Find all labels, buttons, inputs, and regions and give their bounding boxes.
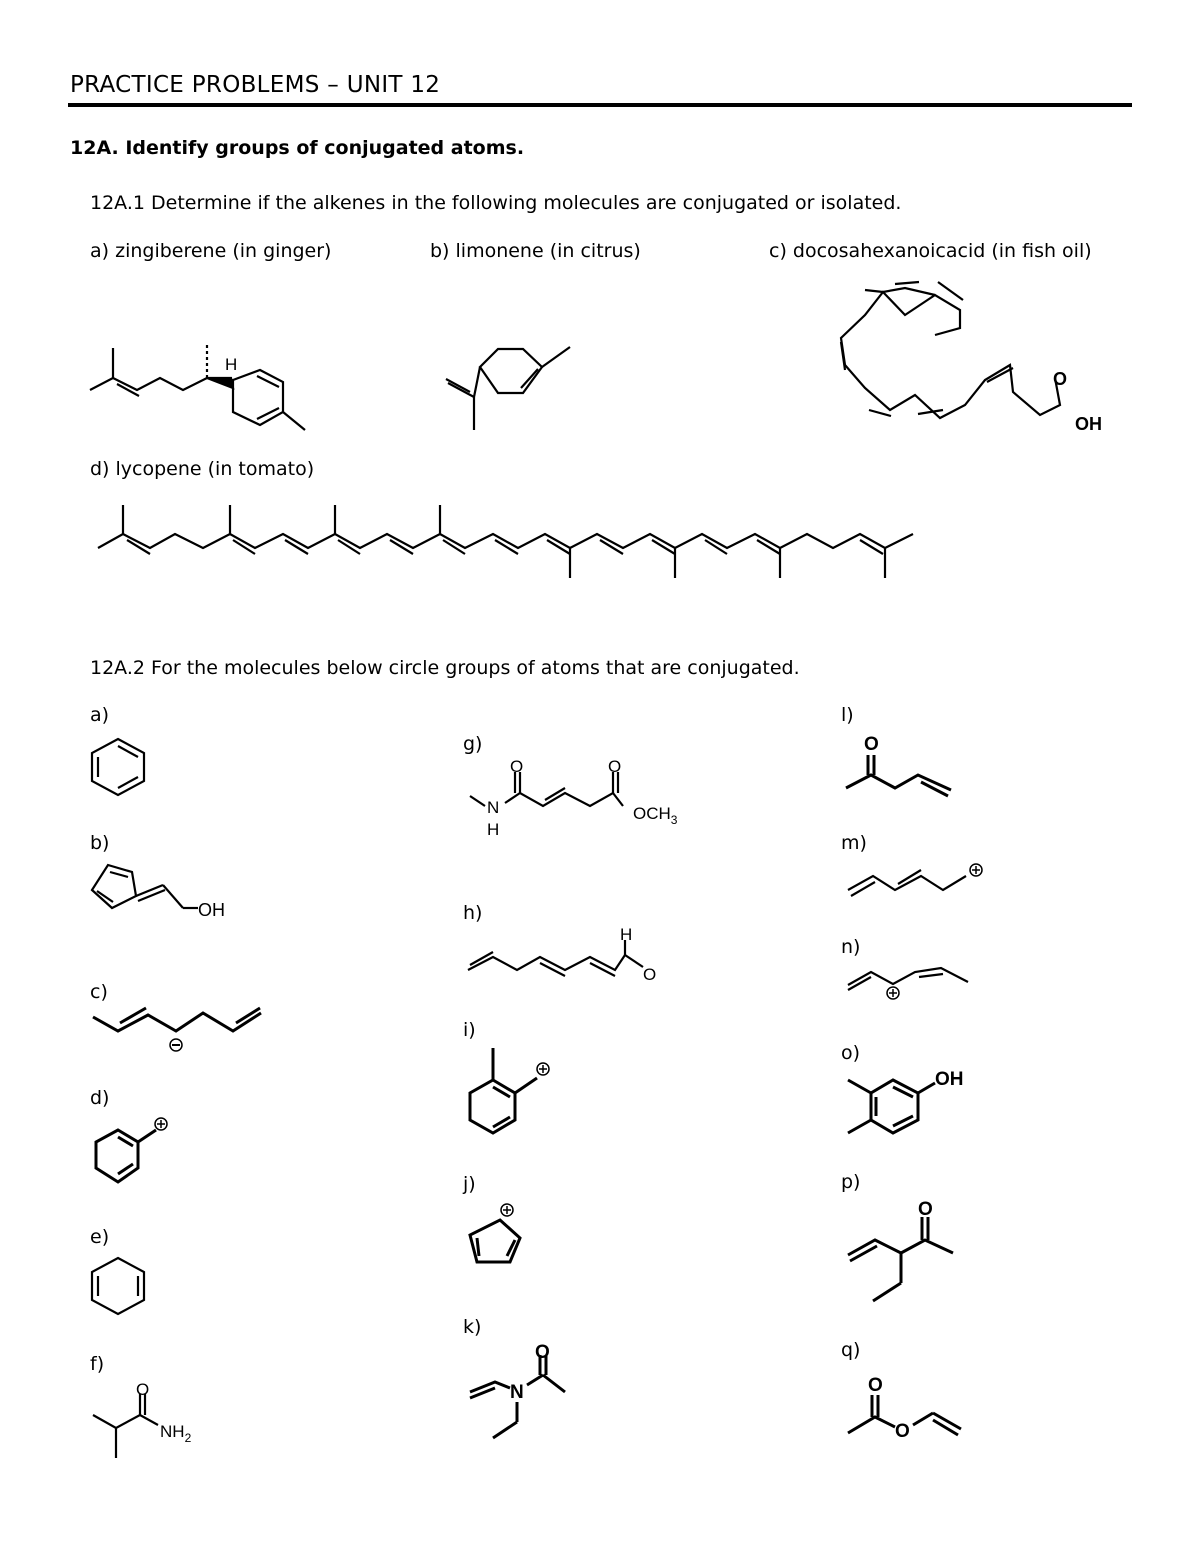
molecule-k — [465, 1340, 585, 1440]
svg-text:O: O — [608, 757, 622, 776]
label-p: p) — [841, 1171, 861, 1193]
svg-text:OCH3: $OCH_3$ — [633, 804, 678, 827]
label-h: h) — [463, 902, 483, 924]
svg-text:O: O — [868, 1375, 883, 1396]
svg-text:O: O — [864, 734, 879, 755]
section-heading: 12A. Identify groups of conjugated atoms. — [70, 137, 525, 159]
label-k: k) — [463, 1316, 482, 1338]
svg-text:NH2: $NH_2$ — [160, 1422, 192, 1445]
svg-text:N: N — [487, 798, 500, 817]
molecule-q — [843, 1365, 973, 1445]
label-n: n) — [841, 936, 861, 958]
molecule-i — [465, 1045, 565, 1140]
label-j: j) — [463, 1173, 476, 1195]
limonene-structure — [440, 335, 590, 435]
label-l: l) — [841, 704, 854, 726]
label-e: e) — [90, 1226, 110, 1248]
molecule-h — [465, 925, 665, 985]
label-c: c) — [90, 981, 108, 1003]
molecule-d — [88, 1110, 188, 1190]
label-b: b) — [90, 832, 110, 854]
molecule-c — [88, 1005, 278, 1055]
molecule-o — [843, 1065, 983, 1140]
label-d: d) — [90, 1087, 110, 1109]
page-title: PRACTICE PROBLEMS – UNIT 12 — [70, 72, 441, 98]
molecule-e — [88, 1254, 158, 1319]
svg-text:O: O — [510, 757, 524, 776]
question-12a2-prompt: 12A.2 For the molecules below circle groups of atoms that are conjugated. — [90, 657, 800, 679]
molecule-n — [843, 960, 983, 1005]
stereo-h-label: H — [225, 355, 238, 374]
lycopene-structure — [95, 500, 925, 585]
molecule-m — [843, 858, 1003, 903]
molecule-a-benzene — [88, 735, 153, 800]
svg-text:H: H — [487, 820, 500, 839]
label-zingiberene: a) zingiberene (in ginger) — [90, 240, 332, 262]
molecule-l — [843, 730, 963, 800]
svg-text:O: O — [643, 965, 657, 984]
svg-text:H: H — [620, 925, 633, 944]
label-o: o) — [841, 1042, 861, 1064]
molecule-p — [843, 1195, 973, 1305]
label-g: g) — [463, 733, 483, 755]
label-m: m) — [841, 832, 867, 854]
docosahexaenoic-acid-structure — [835, 270, 1125, 440]
label-docosahexaenoic-acid: c) docosahexanoicacid (in fish oil) — [769, 240, 1092, 262]
svg-text:O: O — [895, 1421, 910, 1442]
svg-text:OH: OH — [935, 1069, 964, 1090]
carbonyl-o-label: O — [1053, 369, 1068, 389]
molecule-g — [465, 758, 705, 838]
svg-text:O: O — [918, 1199, 933, 1220]
label-a: a) — [90, 704, 110, 726]
label-q: q) — [841, 1339, 861, 1361]
molecule-f — [88, 1380, 228, 1465]
svg-text:O: O — [136, 1380, 150, 1399]
label-f: f) — [90, 1353, 105, 1375]
b-hydroxyl-label: OH — [198, 900, 225, 920]
title-divider — [68, 103, 1132, 107]
molecule-b — [88, 860, 248, 930]
molecule-j — [465, 1200, 545, 1275]
svg-text:N: N — [510, 1382, 524, 1403]
question-12a1-prompt: 12A.1 Determine if the alkenes in the following molecules are conjugated or isolated. — [90, 192, 902, 214]
label-lycopene: d) lycopene (in tomato) — [90, 458, 315, 480]
zingiberene-structure — [85, 340, 315, 440]
label-limonene: b) limonene (in citrus) — [430, 240, 641, 262]
svg-text:O: O — [535, 1342, 550, 1363]
hydroxyl-label: OH — [1075, 414, 1102, 434]
label-i: i) — [463, 1019, 476, 1041]
